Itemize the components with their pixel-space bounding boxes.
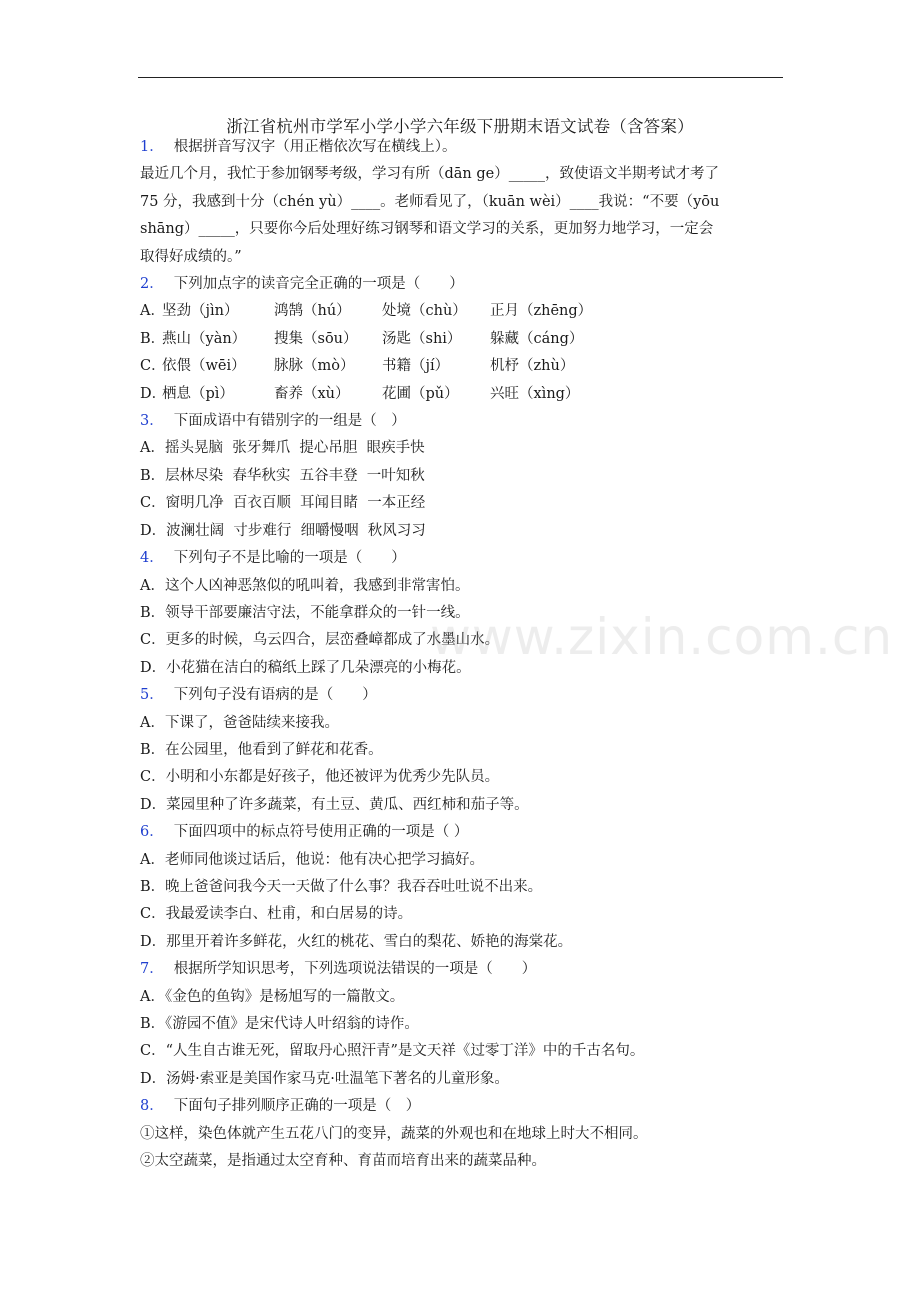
- option-label: B．: [140, 1016, 166, 1032]
- q8-sentence: ①这样，染色体就产生五花八门的变异，蔬菜的外观也和在地球上时大不相同。: [140, 1125, 648, 1142]
- option-item: 依偎（wēi）: [162, 358, 246, 375]
- option-label: B．: [140, 330, 166, 347]
- q4-option-a: [140, 573, 790, 600]
- q2-option-b: [140, 326, 790, 353]
- question-text: 根据拼音写汉字（用正楷依次写在横线上）。: [173, 139, 457, 155]
- option-label: C．: [140, 358, 166, 375]
- option-item: 燕山（yàn）: [162, 330, 247, 347]
- option-text: 窗明几净 百衣百顺 耳闻目睹 一本正经: [165, 495, 426, 512]
- q1-passage-line: 最近几个月，我忙于参加钢琴考级，学习有所（dān ge）_____，致使语文半期考试才考了: [140, 166, 719, 183]
- option-label: A．: [140, 577, 165, 594]
- option-text: 那里开着许多鲜花，火红的桃花、雪白的梨花、娇艳的海棠花。: [166, 933, 573, 950]
- option-item: 兴旺（xìng）: [490, 385, 580, 402]
- q2-option-c: [140, 353, 790, 380]
- q3-option-c: [140, 490, 790, 517]
- question-number: 4．: [140, 550, 164, 567]
- option-text: 小花猫在洁白的稿纸上踩了几朵漂亮的小梅花。: [166, 659, 471, 676]
- q3-option-a: [140, 435, 790, 462]
- q2-option-a: [140, 298, 790, 325]
- option-item: 畜养（xù）: [274, 385, 350, 402]
- q3-option-d: [140, 518, 790, 545]
- option-label: C．: [140, 1043, 166, 1060]
- q4-option-b: [140, 600, 790, 627]
- question-number: 8．: [140, 1098, 164, 1115]
- page-title: 浙江省杭州市学军小学小学六年级下册期末语文试卷（含答案）: [226, 117, 694, 136]
- question-text: 下列句子不是比喻的一项是（ ）: [173, 550, 406, 567]
- q4-option-c: [140, 627, 790, 654]
- q5-option-b: [140, 737, 790, 764]
- question-number: 6．: [140, 824, 164, 841]
- option-item: 鸿鹄（hú）: [274, 303, 351, 320]
- question-text: 下面四项中的标点符号使用正确的一项是（ ）: [173, 824, 469, 841]
- option-text: 波澜壮阔 寸步难行 细嚼慢咽 秋风习习: [166, 522, 426, 539]
- question-8-stem: [140, 1093, 790, 1120]
- q7-option-c: [140, 1038, 790, 1065]
- option-text: 《金色的鱼钩》是杨旭写的一篇散文。: [164, 988, 405, 1005]
- option-label: D．: [140, 385, 167, 402]
- question-5-stem: [140, 682, 790, 709]
- q1-passage-line: 取得好成绩的。”: [140, 248, 242, 265]
- question-7-stem: [140, 956, 790, 983]
- q7-option-b: [140, 1011, 790, 1038]
- option-label: A．: [140, 988, 165, 1005]
- option-text: 我最爱读李白、杜甫，和白居易的诗。: [165, 906, 413, 923]
- question-number: 5．: [140, 687, 164, 704]
- question-number: 3．: [140, 413, 164, 430]
- option-label: D．: [140, 1070, 167, 1087]
- option-label: C．: [140, 632, 166, 649]
- option-text: “人生自古谁无死，留取丹心照汗青”是文天祥《过零丁洋》中的千古名句。: [165, 1043, 645, 1060]
- q2-option-d: [140, 381, 790, 408]
- option-label: D．: [140, 522, 167, 539]
- q7-option-d: [140, 1066, 790, 1093]
- option-text: 这个人凶神恶煞似的吼叫着，我感到非常害怕。: [164, 577, 470, 594]
- option-label: B．: [140, 467, 166, 484]
- q3-option-b: [140, 463, 790, 490]
- option-text: 更多的时候，乌云四合，层峦叠嶂都成了水墨山水。: [165, 632, 500, 649]
- q8-sentence: ②太空蔬菜，是指通过太空育种、育苗而培育出来的蔬菜品种。: [140, 1153, 546, 1170]
- question-text: 根据所学知识思考，下列选项说法错误的一项是（ ）: [173, 961, 537, 978]
- question-2-stem: [140, 271, 790, 298]
- option-label: D．: [140, 659, 167, 676]
- q6-option-c: [140, 901, 790, 928]
- question-text: 下列句子没有语病的是（ ）: [173, 687, 377, 704]
- option-item: 处境（chù）: [382, 303, 467, 320]
- watermark: www.zixin.com.cn: [430, 608, 894, 666]
- q6-option-d: [140, 929, 790, 956]
- option-item: 躲藏（cáng）: [490, 330, 584, 347]
- option-item: 脉脉（mò）: [274, 358, 355, 375]
- question-6-stem: [140, 819, 790, 846]
- option-item: 搜集（sōu）: [274, 330, 358, 347]
- question-4-stem: [140, 545, 790, 572]
- question-text: 下面句子排列顺序正确的一项是（ ）: [173, 1098, 421, 1115]
- question-text: 下面成语中有错别字的一组是（ ）: [173, 413, 406, 430]
- option-label: B．: [140, 878, 166, 895]
- option-label: D．: [140, 933, 167, 950]
- q4-option-d: [140, 655, 790, 682]
- option-label: B．: [140, 604, 166, 621]
- option-label: A．: [140, 440, 165, 457]
- exam-content: [140, 134, 790, 1175]
- header-rule: [138, 77, 783, 78]
- option-label: D．: [140, 796, 167, 813]
- option-item: 汤匙（shi）: [382, 330, 462, 347]
- question-text: 下列加点字的读音完全正确的一项是（ ）: [173, 276, 464, 293]
- option-label: B．: [140, 741, 166, 758]
- option-text: 下课了，爸爸陆续来接我。: [164, 714, 339, 731]
- option-text: 《游园不值》是宋代诗人叶绍翁的诗作。: [165, 1016, 419, 1032]
- option-item: 正月（zhēng）: [490, 303, 593, 320]
- option-text: 摇头晃脑 张牙舞爪 提心吊胆 眼疾手快: [164, 440, 425, 457]
- q5-option-c: [140, 764, 790, 791]
- question-number: 2．: [140, 276, 164, 293]
- option-text: 菜园里种了许多蔬菜，有土豆、黄瓜、西红柿和茄子等。: [166, 796, 529, 813]
- option-item: 坚劲（jìn）: [162, 303, 239, 320]
- option-label: A．: [140, 851, 165, 868]
- option-text: 在公园里，他看到了鲜花和花香。: [165, 741, 383, 758]
- option-label: C．: [140, 906, 166, 923]
- question-number: 7．: [140, 961, 164, 978]
- q5-option-a: [140, 710, 790, 737]
- option-text: 晚上爸爸问我今天一天做了什么事？我吞吞吐吐说不出来。: [165, 878, 543, 895]
- question-number: 1．: [140, 139, 164, 155]
- option-item: 栖息（pì）: [162, 385, 234, 402]
- option-text: 领导干部要廉洁守法，不能拿群众的一针一线。: [165, 604, 470, 621]
- question-3-stem: [140, 408, 790, 435]
- q6-option-b: [140, 874, 790, 901]
- question-1-stem: [140, 134, 790, 161]
- q1-passage-line: shāng）_____，只要你今后处理好练习钢琴和语文学习的关系，更加努力地学习，一定会: [140, 221, 714, 238]
- q7-option-a: [140, 984, 790, 1011]
- option-item: 花圃（pǔ）: [382, 385, 459, 402]
- option-item: 机杼（zhù）: [490, 358, 575, 375]
- q5-option-d: [140, 792, 790, 819]
- option-item: 书籍（jí）: [382, 358, 450, 375]
- q6-option-a: [140, 847, 790, 874]
- option-text: 汤姆·索亚是美国作家马克·吐温笔下著名的儿童形象。: [166, 1070, 509, 1087]
- option-label: A．: [140, 303, 165, 320]
- option-text: 老师同他谈过话后，他说：他有决心把学习搞好。: [164, 851, 484, 868]
- option-text: 小明和小东都是好孩子，他还被评为优秀少先队员。: [165, 769, 500, 786]
- option-label: C．: [140, 495, 166, 512]
- option-label: C．: [140, 769, 166, 786]
- option-text: 层林尽染 春华秋实 五谷丰登 一叶知秋: [165, 467, 425, 484]
- option-label: A．: [140, 714, 165, 731]
- q1-passage-line: 75 分，我感到十分（chén yù）____。老师看见了，（kuān wèi）____我说：“不要（yōu: [140, 193, 720, 210]
